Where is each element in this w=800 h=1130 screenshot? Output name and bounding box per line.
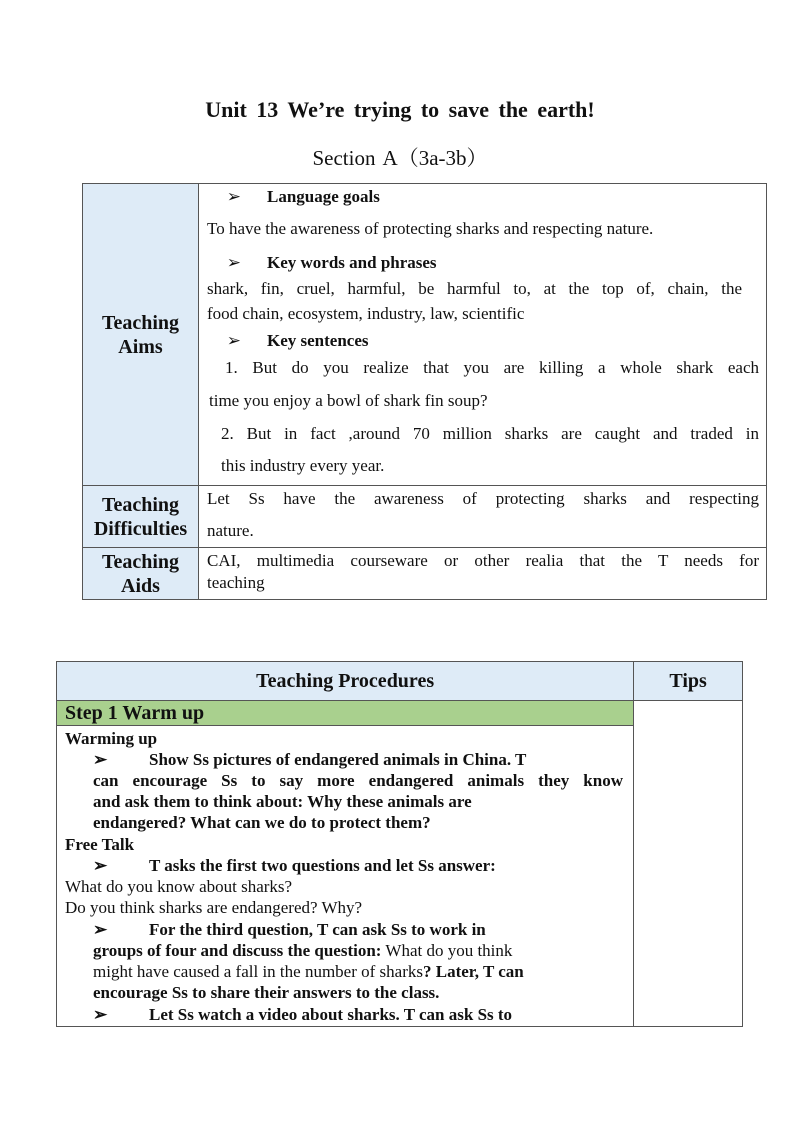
bullet-arrow-icon: ➢ xyxy=(226,331,241,350)
bullet-arrow-icon: ➢ xyxy=(226,187,241,206)
key-words-line-2: food chain, ecosystem, industry, law, scientific xyxy=(207,304,525,323)
third-question-line-3: might have caused a fall in the number of sharks? Later, T can xyxy=(93,962,524,981)
teaching-aims-content xyxy=(199,184,767,486)
difficulties-line-1: Let Ss have the awareness of protecting sharks and respecting xyxy=(207,489,759,508)
key-words-heading: ➢ Key words and phrases xyxy=(199,253,437,273)
question-1: What do you know about sharks? xyxy=(65,877,293,896)
free-talk-bullet: ➢ T asks the first two questions and let Ss answer: xyxy=(93,856,496,875)
teaching-aims-table xyxy=(82,183,767,600)
question-2: Do you think sharks are endangered? Why? xyxy=(65,898,363,917)
difficulties-line-2: nature. xyxy=(207,521,254,540)
teaching-aims-header: Teaching Aims xyxy=(83,184,199,486)
bullet-arrow-icon: ➢ xyxy=(226,253,241,272)
teaching-difficulties-content xyxy=(199,486,767,548)
page-subtitle: Section A（3a-3b） xyxy=(312,146,488,170)
bullet-arrow-icon: ➢ xyxy=(93,1005,108,1024)
procedures-header: Teaching Procedures xyxy=(57,662,634,701)
language-goals-text: To have the awareness of protecting sharks and respecting nature. xyxy=(207,219,654,238)
bullet-arrow-icon: ➢ xyxy=(93,920,108,939)
page-title: Unit 13 We’re trying to save the earth! xyxy=(205,97,595,122)
third-question-line-2: groups of four and discuss the question: What do you think xyxy=(93,941,513,960)
step-1-content xyxy=(57,726,634,1027)
sentence-2-line-2: this industry every year. xyxy=(221,456,385,475)
free-talk-label: Free Talk xyxy=(65,835,135,854)
key-sentences-heading: ➢ Key sentences xyxy=(199,331,369,351)
step-1-heading: Step 1 Warm up xyxy=(57,701,634,726)
warming-up-line-4: endangered? What can we do to protect them? xyxy=(93,813,431,832)
teaching-difficulties-header: Teaching Difficulties xyxy=(83,486,199,548)
sentence-1-line-1: 1. But do you realize that you are killing a whole shark each xyxy=(225,358,759,377)
tips-header: Tips xyxy=(634,662,743,701)
aids-line-2: teaching xyxy=(207,573,265,592)
bullet-arrow-icon: ➢ xyxy=(93,750,108,769)
warming-up-bullet: ➢ Show Ss pictures of endangered animals in China. T xyxy=(93,750,527,769)
warming-up-label: Warming up xyxy=(65,729,158,748)
language-goals-heading: ➢ Language goals xyxy=(199,187,380,207)
video-bullet: ➢ Let Ss watch a video about sharks. T can ask Ss to xyxy=(93,1005,513,1024)
bullet-arrow-icon: ➢ xyxy=(93,856,108,875)
teaching-aids-content xyxy=(199,548,767,600)
warming-up-line-2: can encourage Ss to say more endangered animals they know xyxy=(93,771,623,790)
teaching-aids-header: Teaching Aids xyxy=(83,548,199,600)
warming-up-line-3: and ask them to think about: Why these animals are xyxy=(93,792,472,811)
aids-line-1: CAI, multimedia courseware or other realia that the T needs for xyxy=(207,551,759,570)
sentence-1-line-2: time you enjoy a bowl of shark fin soup? xyxy=(209,391,488,410)
sentence-2-line-1: 2. But in fact ,around 70 million sharks are caught and traded in xyxy=(221,424,759,443)
third-question-bullet: ➢ For the third question, T can ask Ss to work in xyxy=(93,920,486,939)
third-question-line-4: encourage Ss to share their answers to the class. xyxy=(93,983,440,1002)
key-words-line-1: shark, fin, cruel, harmful, be harmful to, at the top of, chain, the xyxy=(207,279,742,298)
teaching-procedures-table xyxy=(56,661,743,1027)
tips-cell xyxy=(634,701,743,1027)
